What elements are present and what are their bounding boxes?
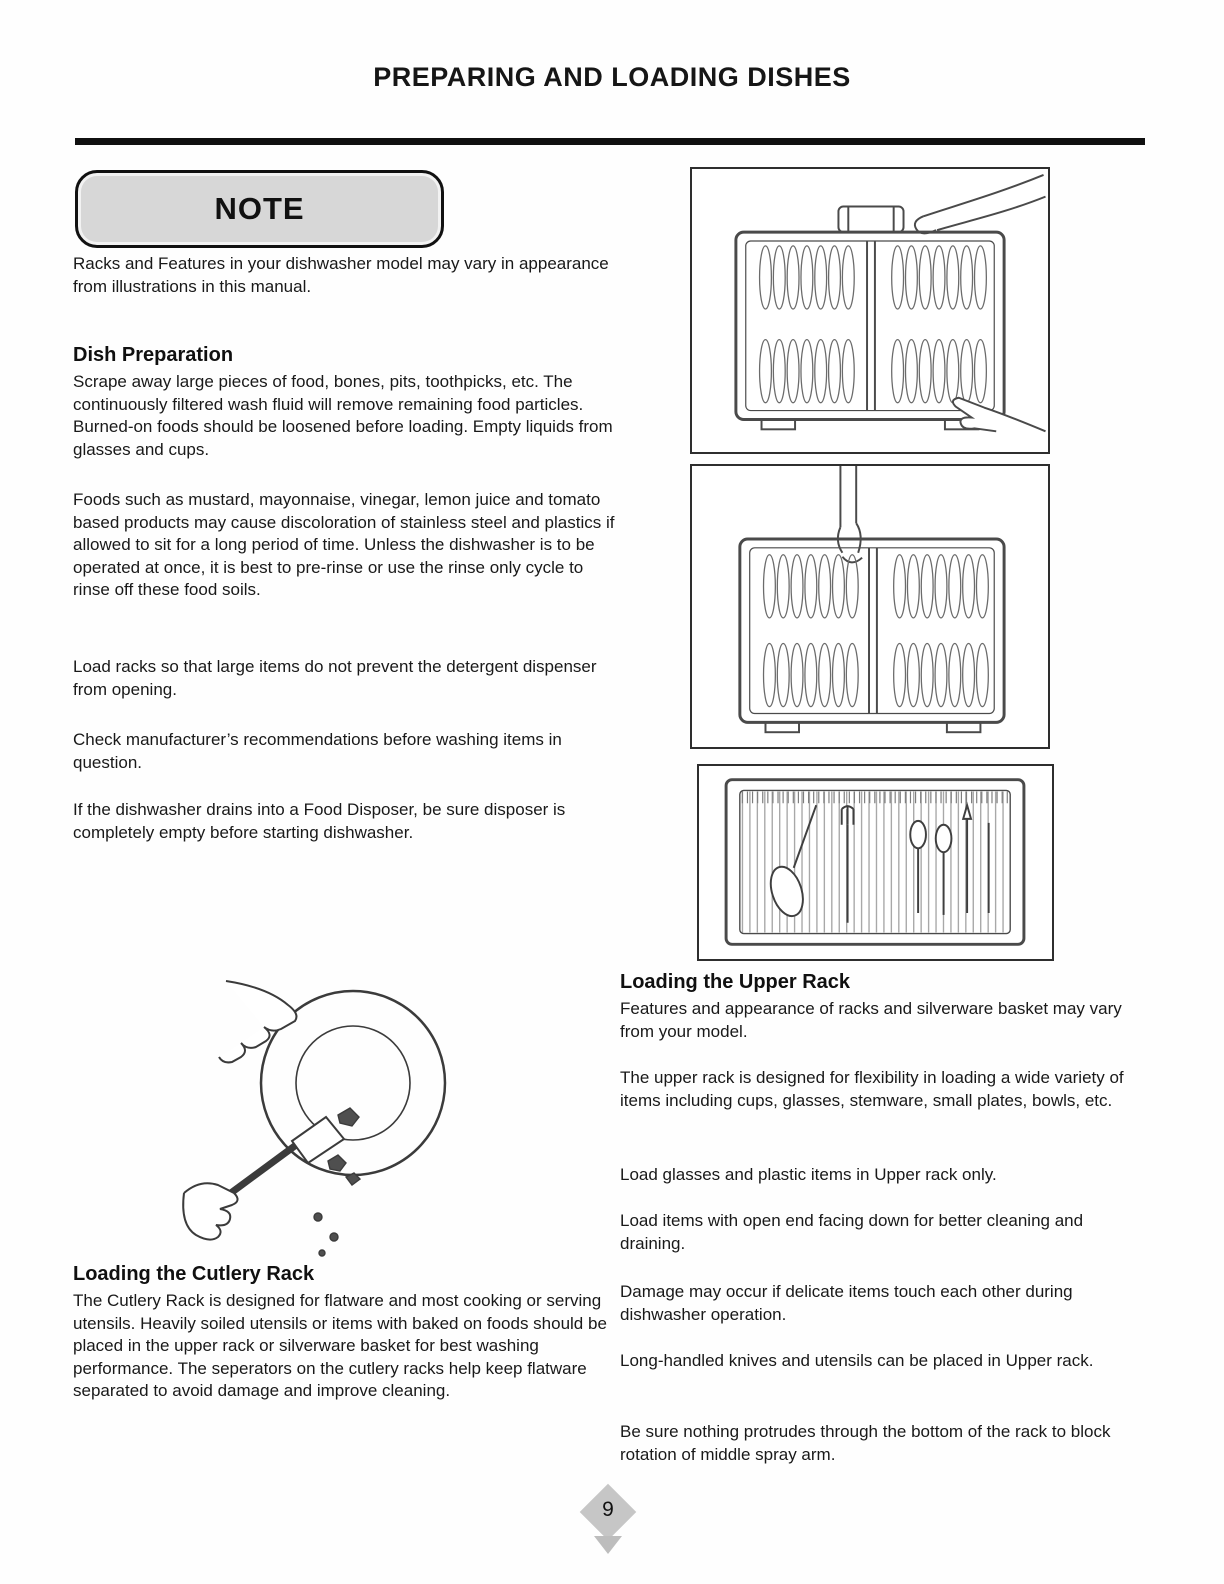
- paragraph-cutlery-rack-1: The Cutlery Rack is designed for flatware and most cooking or serving utensils. Heavily soiled utensils or items with baked on foods should be placed in the upper rack or silverware basket for best washing performance. The seperators on the cutlery racks help keep flatware separated to avoid damage and improve cleaning.: [73, 1291, 607, 1401]
- plate-scraping-illustration: [168, 965, 468, 1265]
- paragraph-upper-rack-7: Be sure nothing protrudes through the bottom of the rack to block rotation of middle spray arm.: [620, 1422, 1111, 1464]
- paragraph-dish-prep-4: Check manufacturer’s recommendations before washing items in question.: [73, 730, 562, 772]
- paragraph-upper-rack-2: The upper rack is designed for flexibility in loading a wide variety of items including cups, glasses, stemware, small plates, bowls, etc.: [620, 1068, 1124, 1110]
- title-divider-rule: [75, 138, 1145, 145]
- paragraph-dish-prep-3: Load racks so that large items do not prevent the detergent dispenser from opening.: [73, 657, 597, 699]
- note-text: Racks and Features in your dishwasher model may vary in appearance from illustrations in this manual.: [73, 254, 609, 296]
- paragraph-dish-prep-2: Foods such as mustard, mayonnaise, vinegar, lemon juice and tomato based products may cause discoloration of stainless steel and plastics if allowed to sit for a long period of time. Unless the dishwasher is to be operated at once, it is best to pre-rinse or use the rinse only cycle to rinse off these food soils.: [73, 490, 615, 600]
- paragraph-dish-prep-5: If the dishwasher drains into a Food Disposer, be sure disposer is completely empty before starting dishwasher.: [73, 800, 566, 842]
- heading-cutlery-rack: Loading the Cutlery Rack: [73, 1263, 315, 1285]
- page-bottom-arrow-mark: [594, 1536, 622, 1554]
- note-label: NOTE: [214, 191, 305, 226]
- cutlery-rack-illustration-frame: [697, 764, 1054, 961]
- page-title: PREPARING AND LOADING DISHES: [373, 62, 851, 92]
- heading-upper-rack: Loading the Upper Rack: [620, 971, 851, 993]
- note-box: [75, 170, 444, 248]
- paragraph-upper-rack-5: Damage may occur if delicate items touch each other during dishwasher operation.: [620, 1282, 1073, 1324]
- upper-rack-illustration-frame-1: [690, 167, 1050, 454]
- paragraph-upper-rack-4: Load items with open end facing down for better cleaning and draining.: [620, 1211, 1084, 1253]
- heading-dish-preparation: Dish Preparation: [73, 344, 234, 366]
- paragraph-upper-rack-3: Load glasses and plastic items in Upper rack only.: [620, 1165, 997, 1184]
- paragraph-upper-rack-6: Long-handled knives and utensils can be placed in Upper rack.: [620, 1351, 1094, 1370]
- paragraph-dish-prep-1: Scrape away large pieces of food, bones, pits, toothpicks, etc. The continuously filtered wash fluid will remove remaining food particles. Burned-on foods should be loosened before loading. Empty liquids from glasses and cups.: [73, 372, 613, 459]
- paragraph-upper-rack-1: Features and appearance of racks and silverware basket may vary from your model.: [620, 999, 1122, 1041]
- page-number: 9: [602, 1498, 614, 1521]
- upper-rack-illustration-frame-2: [690, 464, 1050, 749]
